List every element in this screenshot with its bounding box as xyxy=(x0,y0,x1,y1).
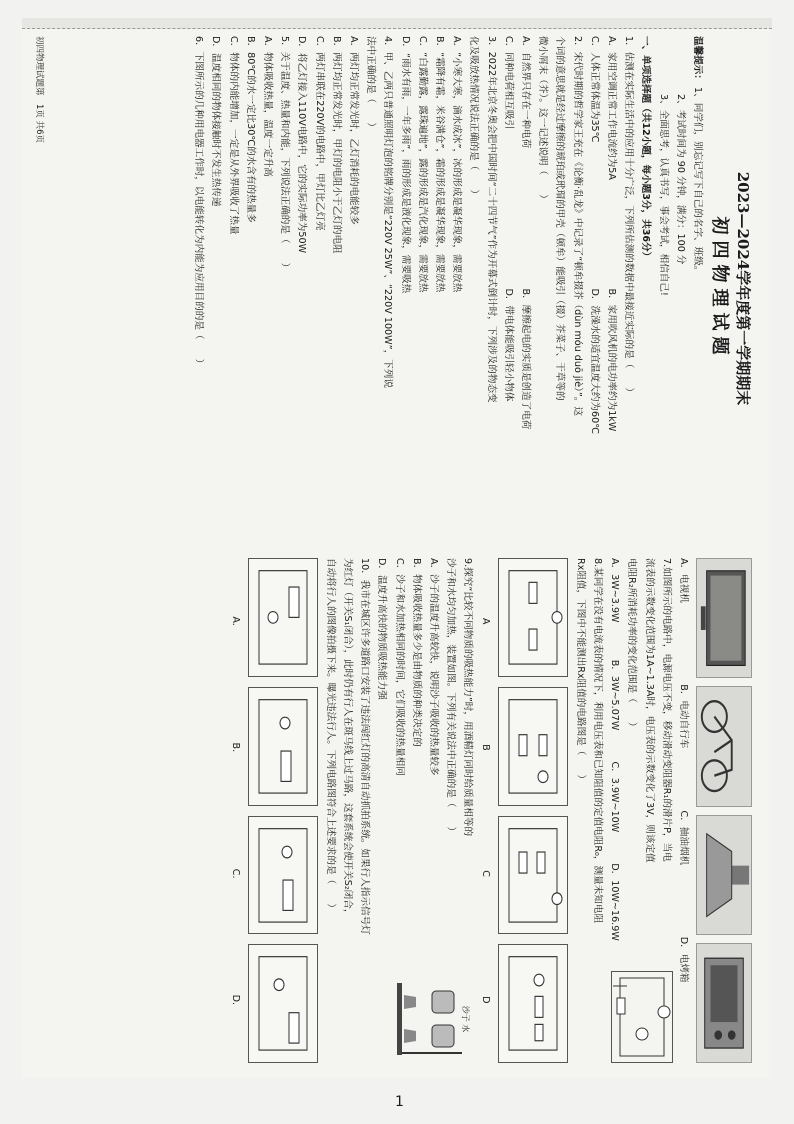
q6-photo-row xyxy=(696,558,752,1063)
q4-option-b: B．两灯均正常发光时，甲灯的电阻小于乙灯的电阻 xyxy=(330,36,342,254)
q1-option-c: C．人体正常体温为35℃ xyxy=(588,36,600,143)
q2-line-2: 个词的意思就是经过摩擦的琥珀或玳瑁的甲壳（顿牟）能吸引（掇）芥菜子、干草等的 xyxy=(554,36,566,401)
q3-line-2: 化及吸放热情况说法正确的是（ ） xyxy=(468,36,480,200)
q6-stem: 6．下图所示的几种用电器工作时，以电能转化为内能为应用目的的是（ ） xyxy=(193,36,205,369)
q6-option-a: A．电视机 xyxy=(678,558,689,603)
q10-line-2: 为红灯（开关S₁闭合），此时仍有行人在斑马线上过马路，这套系统会使开关S₂闭合， xyxy=(341,558,353,919)
tv-image xyxy=(696,558,752,678)
exam-title: 2023—2024学年度第一学期期末 xyxy=(734,171,752,406)
rotated-exam-sheet xyxy=(22,18,772,1078)
q10-letters xyxy=(226,558,243,1063)
q1-option-b: B．家用吹风机的电功率约为1kW xyxy=(605,288,617,432)
q4-line-1: 4．甲、乙两只普通照明灯泡的铭牌分别是“220V 25W”、“220V 100W”，下列说 xyxy=(382,36,394,388)
q10-letter-b: B. xyxy=(229,742,241,753)
q8-circuits xyxy=(498,558,568,1063)
q6-options xyxy=(675,558,692,1063)
q4-line-2: 法中正确的是（ ） xyxy=(365,36,377,132)
q1-option-a: A．家用空调正常工作电流约为5A xyxy=(605,36,617,180)
q9-line-1: 9.探究“比较不同物质的吸热能力”时，用酒精灯同时给质量相等的 xyxy=(462,558,474,837)
q9-option-b: B．物体吸收热量多少是由物质的种类决定的 xyxy=(410,558,422,747)
q2-line-1: 2．宋代时期的哲学家王充在《论衡·乱龙》中记录了“顿牟掇芥（dùn móu duō jiè）”。这 xyxy=(571,36,583,417)
q10-circuit-a xyxy=(248,558,318,677)
q7-line-1: 7.如图所示的电路中，电源电压不变，移动滑动变阻器R₁的滑片P，当电 xyxy=(660,558,672,862)
page-number: 1 xyxy=(395,1094,404,1110)
q1-stem: 1．估测在实际生活中的应用十分广泛，下列所估测的数据中最接近实际的是（ ） xyxy=(623,36,635,398)
tips-line-2: 2、考试时间为 90 分钟，满分：100 分 xyxy=(674,94,686,265)
e-bike-image xyxy=(696,686,752,806)
q8-circuit-d xyxy=(498,944,568,1063)
q8-circuit-c xyxy=(498,816,568,935)
q8-line-2: Rx阻值，下图中不能测出Rx阻值的电路图是（ ） xyxy=(574,558,586,785)
right-column xyxy=(54,558,754,1063)
q4-option-c: C．两灯串联在220V的电路中，甲灯比乙灯亮 xyxy=(313,36,325,231)
q2-options-row-1 xyxy=(517,36,534,541)
q8-letter-d: D xyxy=(479,996,491,1004)
q4-option-a: A．两灯均正常发光时，乙灯消耗的电能较多 xyxy=(347,36,359,225)
q9-line-2: 沙子和水均匀加热，装置如图。下列有关说法中正确的是（ ） xyxy=(445,558,457,837)
q8-circuit-a xyxy=(498,558,568,677)
left-column xyxy=(54,36,754,541)
q8-line-1: 8.某同学在没有电流表的情况下，利用电压表和已知阻值的定值电阻R₀，测量未知电阻 xyxy=(591,558,603,924)
q7-option-d: D．10W~16.9W xyxy=(609,863,621,941)
tips-text-1: 1、同学们，别忘记写下自己的名字、班级。 xyxy=(692,87,703,276)
q10-line-3: 自动将行人的图像拍摄下来。曝光违法行人。下列电路图符合上述要求的是（ ） xyxy=(324,558,336,913)
q7-option-a: A．3W~3.9W xyxy=(609,558,621,623)
q5-stem: 5．关于温度、热量和内能，下列说法正确的是（ ） xyxy=(279,36,291,273)
q8-letter-c: C xyxy=(479,870,491,877)
q10-circuit-c xyxy=(248,816,318,935)
q3-option-a: A．“小寒大寒，滴水成冰”，冰的形成是凝华现象，需要放热 xyxy=(451,36,463,293)
q4-option-d: D．将乙灯接入110V电路中，它的实际功率为50W xyxy=(296,36,308,254)
q8-letters xyxy=(476,558,493,1063)
range-hood-image xyxy=(696,815,752,935)
q3-line-1: 3．2022年北京冬奥会把中国时间“二十四节气”作为开幕式倒计时，下列涉及的物态变 xyxy=(485,36,497,403)
q7-option-c: C．3.9W~10W xyxy=(609,761,621,833)
q5-option-b: B．80℃的水一定比30℃的水含有的热量多 xyxy=(244,36,256,223)
q2-option-a: A．自然界只存在一种电荷 xyxy=(519,36,531,149)
q7-line-3: 电阻R₂所消耗功率的变化范围是（ ） xyxy=(626,558,638,732)
q10-letter-c: C. xyxy=(229,868,241,879)
exam-subtitle: 初四物理试题 xyxy=(709,216,730,361)
q10-letter-a: A. xyxy=(229,616,241,626)
q1-options-row-2 xyxy=(586,36,603,541)
q10-circuit-d xyxy=(248,944,318,1063)
q9-apparatus-image xyxy=(394,975,476,1063)
tips-line-3: 3、全面思考，认真书写，事会考试，相信自己! xyxy=(657,94,669,296)
q5-option-d: D．温度相同的物体接触时不发生热传递 xyxy=(210,36,222,207)
q7-option-b: B．3W~5.07W xyxy=(609,659,621,731)
q2-option-c: C．同种电荷相互吸引 xyxy=(502,36,514,130)
q3-option-d: D．“雨水有雨，一年多雨”，雨的形成是液化现象，需要吸热 xyxy=(399,36,411,294)
q2-option-d: D．带电体能吸引轻小物体 xyxy=(502,288,514,402)
q5-option-c: C．物体的内能增加，一定是从外界吸收了热量 xyxy=(227,36,239,235)
q1-options-row-1 xyxy=(603,36,620,541)
q2-line-3: 微小屑末（芥）。这一记述说明（ ） xyxy=(537,36,549,204)
tips-label: 温馨提示： xyxy=(692,36,703,84)
q9-option-d: D．温度升高快的物质吸热能力强 xyxy=(376,558,388,700)
q2-options-row-2 xyxy=(500,36,517,541)
tips-line-1 xyxy=(689,36,706,541)
binding-margin xyxy=(22,18,772,29)
q9-apparatus-label: 沙子 水 xyxy=(461,1005,471,1033)
q1-option-d: D．洗澡水的适宜温度大约为60℃ xyxy=(588,288,600,434)
q10-circuits xyxy=(248,558,318,1063)
q7-circuit-diagram xyxy=(611,971,673,1063)
q9-option-c: C．沙子和水加热相同的时间，它们吸收的热量相同 xyxy=(393,558,405,776)
page-footer: 初四物理试题第 1页 共6页 xyxy=(34,36,44,144)
q7-options xyxy=(606,558,623,965)
q10-line-1: 10．我市在城区许多道路口安装了违法闯红灯的高清自动抓拍系统。如果行人指示信号灯 xyxy=(359,558,371,935)
q2-option-b: B．摩擦起电的实质是创造了电荷 xyxy=(519,288,531,430)
q6-option-c: C．抽油烟机 xyxy=(678,810,689,866)
q6-option-d: D．电烤箱 xyxy=(678,936,689,983)
q8-circuit-b xyxy=(498,687,568,806)
q6-option-b: B．电动自行车 xyxy=(678,684,689,749)
q9-option-a: A．沙子的温度升高较快，说明沙子吸收的热量较多 xyxy=(427,558,439,776)
q10-letter-d: D. xyxy=(229,994,241,1006)
q10-circuit-b xyxy=(248,687,318,806)
q3-option-b: B．“霜降有霜，米谷满仓”，霜的形成是凝华现象，需要放热 xyxy=(433,36,445,293)
oven-image xyxy=(696,943,752,1063)
q7-line-2: 流表的示数变化范围为1A~1.3A时，电压表的示数变化了3V，则该定值 xyxy=(643,558,655,863)
section-1-heading: 一、单项选择题（共12小题，每小题3分，共36分） xyxy=(640,36,652,262)
q8-letter-a: A xyxy=(479,617,491,625)
q8-letter-b: B xyxy=(479,744,491,751)
q5-option-a: A．物体吸收热量，温度一定升高 xyxy=(261,36,273,177)
q3-option-c: C．“白露勤露，露珠遍地”，露的形成是汽化现象，需要放热 xyxy=(416,36,428,293)
